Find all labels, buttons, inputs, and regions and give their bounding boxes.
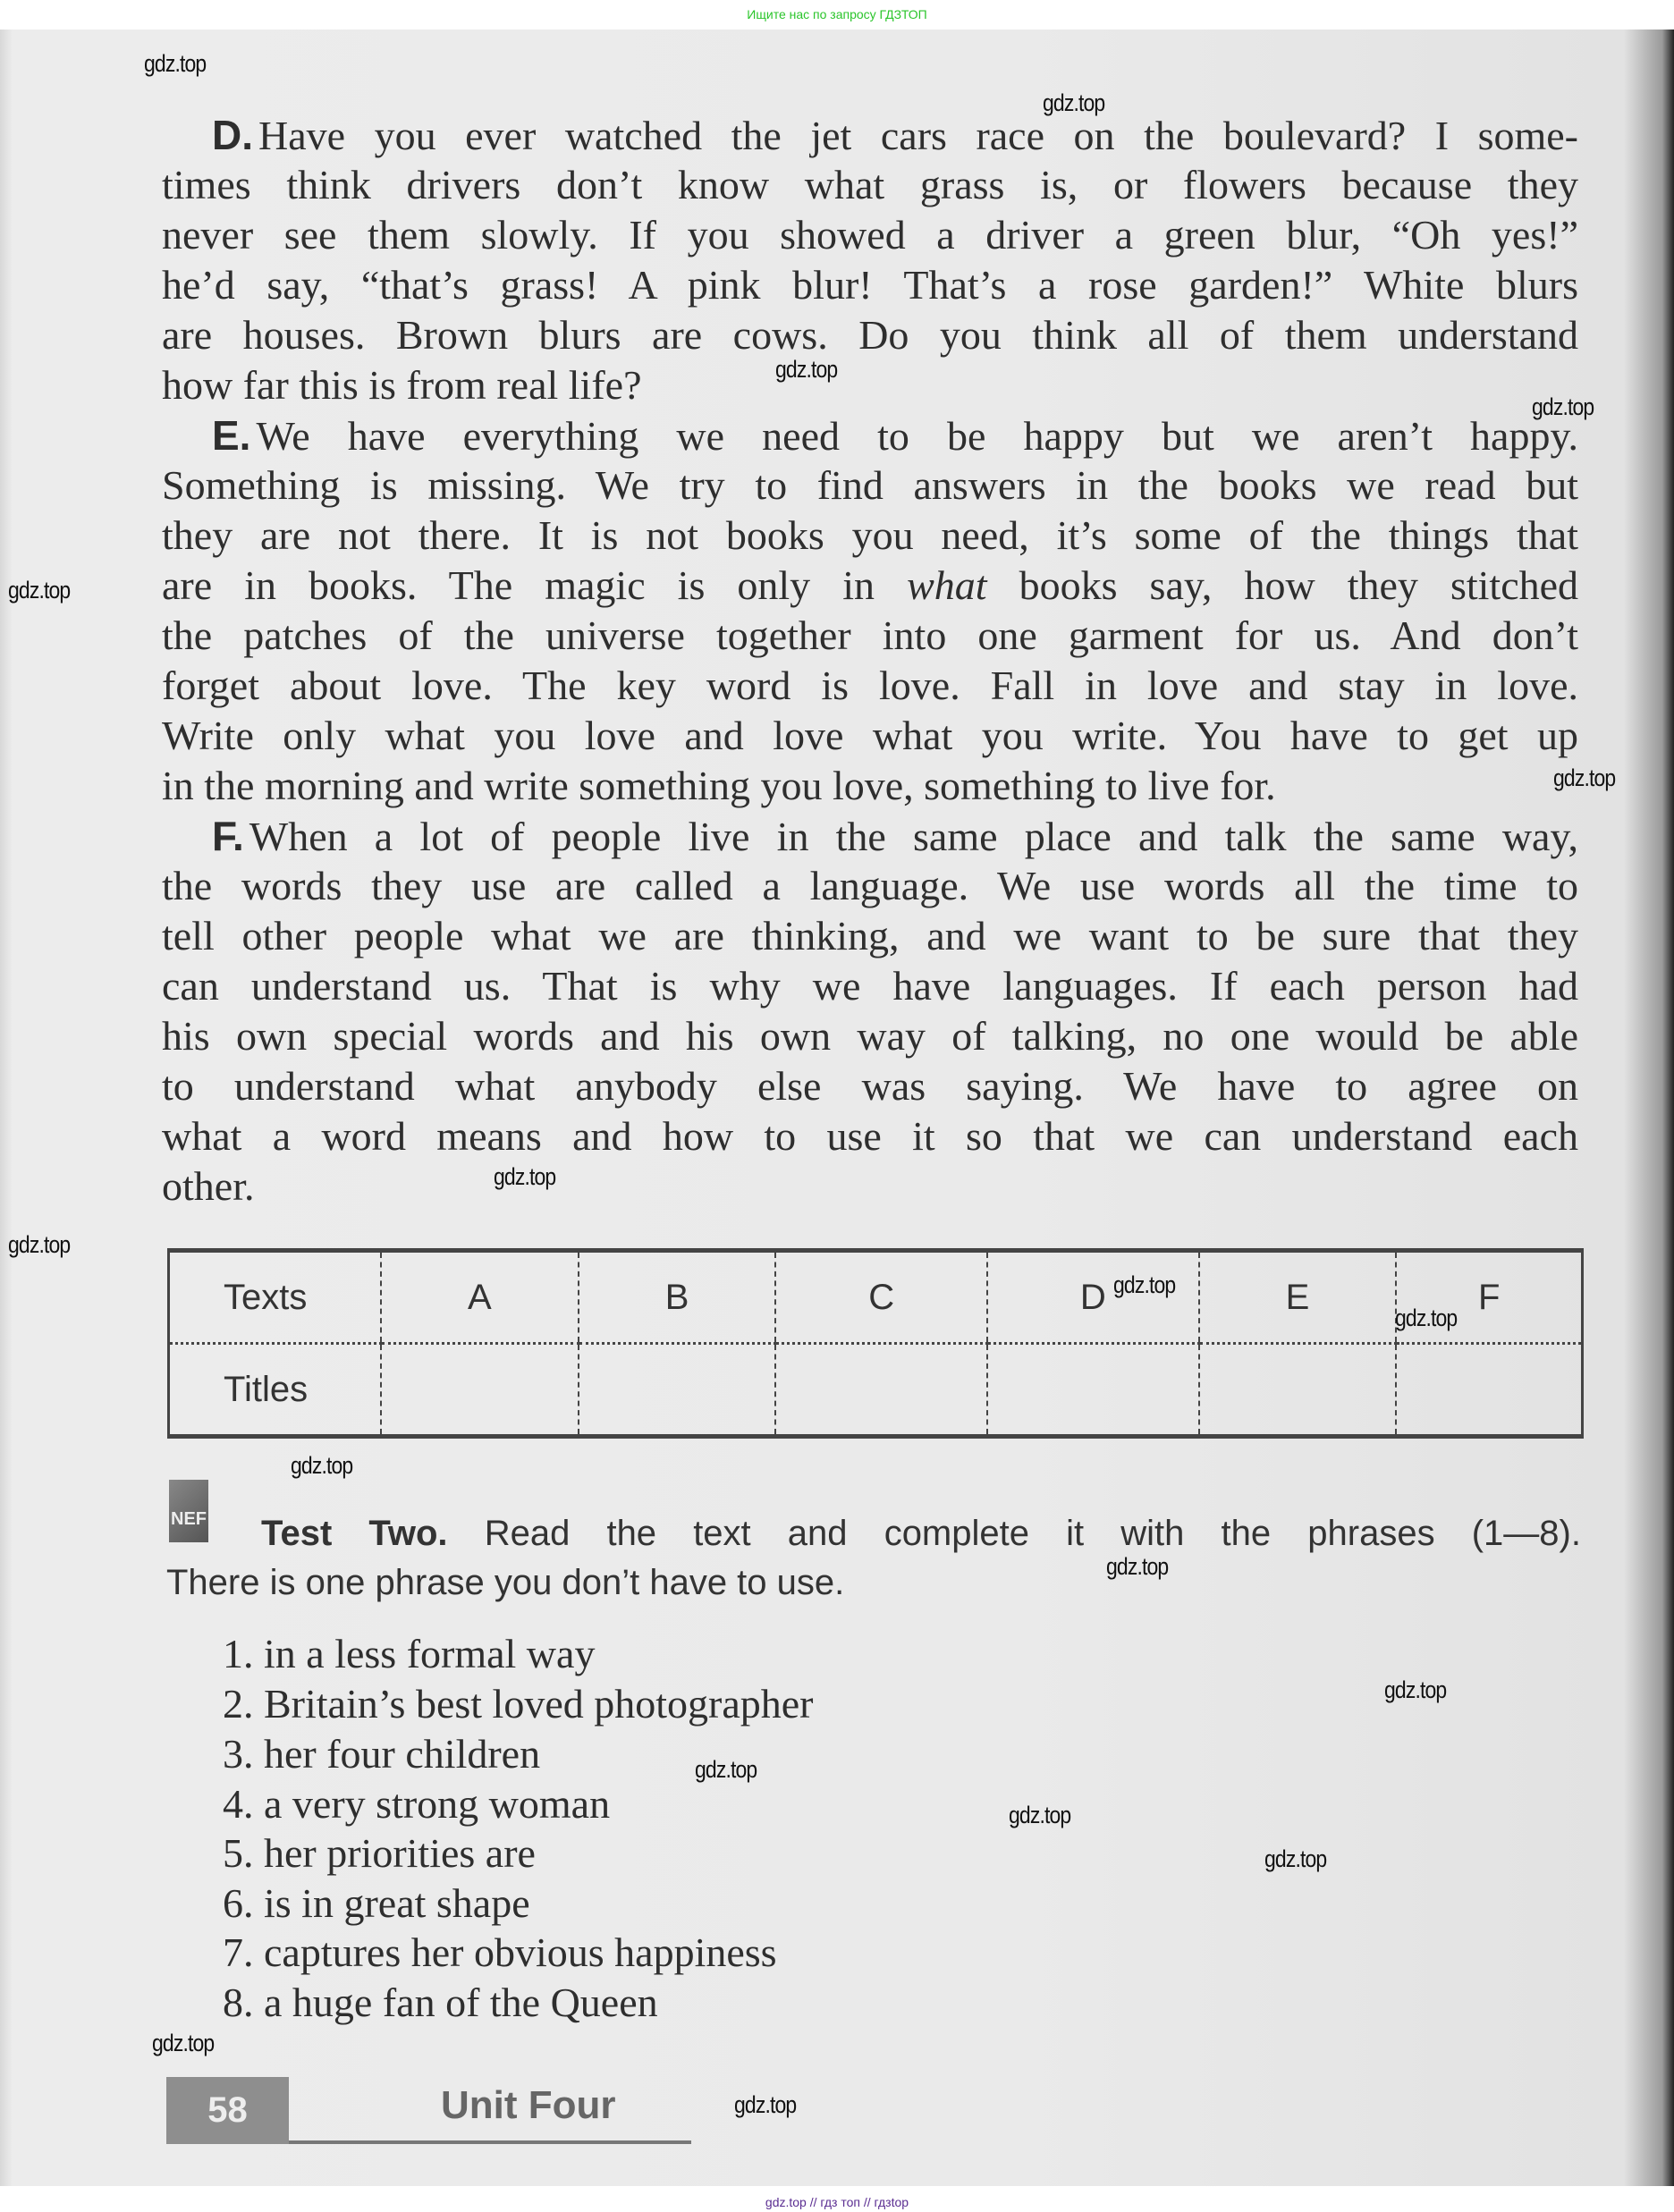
text-line: never see them slowly. If you showed a driver a green blur, “Oh yes!”	[162, 212, 1578, 258]
table-row-texts	[169, 1251, 1583, 1344]
phrase-item: 3. her four children	[223, 1731, 541, 1777]
answer-cell-d[interactable]	[987, 1344, 1199, 1437]
watermark: gdz.top	[144, 50, 207, 77]
emphasis-what: what	[907, 562, 987, 608]
row-header: Titles	[224, 1369, 309, 1409]
answer-cell-f[interactable]	[1396, 1344, 1582, 1437]
paragraph-label-f: F.	[212, 813, 244, 859]
text-line: to understand what anybody else was saying. We have to agree on	[162, 1063, 1578, 1109]
text-line: are houses. Brown blurs are cows. Do you think all of them understand	[162, 312, 1578, 358]
text-line: he’d say, “that’s grass! A pink blur! That’s a rose garden!” White blurs	[162, 262, 1578, 308]
watermark: gdz.top	[1395, 1304, 1458, 1331]
phrase-item: 1. in a less formal way	[223, 1631, 596, 1676]
watermark: gdz.top	[1553, 764, 1616, 791]
phrase-item: 6. is in great shape	[223, 1880, 530, 1926]
phrase-item: 8. a huge fan of the Queen	[223, 1980, 658, 2025]
column-header: A	[381, 1251, 579, 1344]
answer-cell-b[interactable]	[579, 1344, 776, 1437]
text-line: they are not there. It is not books you need, it’s some of the things that	[162, 512, 1578, 558]
answer-cell-c[interactable]	[775, 1344, 987, 1437]
column-header: E	[1199, 1251, 1397, 1344]
watermark: gdz.top	[1113, 1271, 1176, 1298]
watermark: gdz.top	[1043, 89, 1105, 116]
task-text: Read the text and complete it with the phrases (1—8).	[484, 1514, 1581, 1553]
watermark: gdz.top	[1532, 393, 1594, 420]
unit-title: Unit Four	[441, 2083, 616, 2127]
phrase-item: 2. Britain’s best loved photographer	[223, 1681, 814, 1727]
watermark: gdz.top	[1106, 1553, 1169, 1580]
text-line: Something is missing. We try to find answers in the books we read but	[162, 462, 1578, 508]
watermark: gdz.top	[734, 2091, 797, 2118]
answer-cell-a[interactable]	[381, 1344, 579, 1437]
text-line: times think drivers don’t know what grass is, or flowers because they	[162, 162, 1578, 207]
watermark: gdz.top	[1009, 1802, 1071, 1828]
answer-cell-e[interactable]	[1199, 1344, 1397, 1437]
row-header: Texts	[169, 1251, 382, 1344]
matching-table	[167, 1248, 1584, 1439]
text-line	[162, 811, 1578, 861]
watermark: gdz.top	[152, 2030, 215, 2056]
page-number: 58	[166, 2077, 289, 2144]
text-line: can understand us. That is why we have languages. If each person had	[162, 963, 1578, 1009]
line-text: When a lot of people live in the same place and talk the same way,	[249, 814, 1578, 859]
task-instruction-line2: There is one phrase you don’t have to use.	[166, 1563, 845, 1602]
line-text: are in books. The magic is only in	[162, 562, 875, 608]
task-instruction	[166, 1508, 1581, 1558]
column-header: D	[987, 1251, 1199, 1344]
watermark: gdz.top	[695, 1756, 757, 1783]
text-line: forget about love. The key word is love. Fall in love and stay in love.	[162, 663, 1578, 708]
text-line: what a word means and how to use it so that we can understand each	[162, 1113, 1578, 1159]
text-line: in the morning and write something you love, something to live for.	[162, 763, 1276, 808]
column-header: C	[775, 1251, 987, 1344]
text-line	[162, 410, 1578, 460]
watermark: gdz.top	[291, 1452, 353, 1479]
column-header: B	[579, 1251, 776, 1344]
text-line: his own special words and his own way of talking, no one would be able	[162, 1013, 1578, 1059]
column-header: F	[1396, 1251, 1582, 1344]
text-line: the words they use are called a language. We use words all the time to	[162, 863, 1578, 908]
text-line: the patches of the universe together into one garment for us. And don’t	[162, 612, 1578, 658]
watermark: gdz.top	[494, 1163, 556, 1190]
task-title: Test Two.	[261, 1514, 448, 1553]
text-line: Write only what you love and love what you write. You have to get up	[162, 713, 1578, 758]
text-line: other.	[162, 1163, 255, 1209]
watermark: gdz.top	[1264, 1845, 1327, 1872]
line-text: books say, how they stitched	[1019, 562, 1578, 608]
paragraph-label-d: D.	[212, 112, 253, 158]
watermark: gdz.top	[8, 1231, 71, 1258]
line-text: We have everything we need to be happy but we aren’t happy.	[256, 413, 1578, 459]
text-line: how far this is from real life?	[162, 362, 642, 408]
site-footer-links[interactable]: gdz.top // гдз топ // гдзtop	[765, 2195, 909, 2209]
nef-badge-icon: NEF	[169, 1480, 208, 1542]
phrase-item: 4. a very strong woman	[223, 1781, 611, 1827]
phrase-item: 5. her priorities are	[223, 1830, 536, 1876]
unit-underline	[289, 2140, 691, 2144]
line-text: Have you ever watched the jet cars race on the boulevard? I some-	[258, 113, 1578, 158]
search-hint: Ищите нас по запросу ГДЗТОП	[747, 7, 927, 21]
paragraph-label-e: E.	[212, 412, 251, 459]
watermark: gdz.top	[775, 356, 838, 383]
text-line	[162, 110, 1578, 160]
phrase-item: 7. captures her obvious happiness	[223, 1929, 777, 1975]
table-row-titles	[169, 1344, 1583, 1437]
text-line	[162, 561, 1578, 611]
text-line: tell other people what we are thinking, and we want to be sure that they	[162, 913, 1578, 958]
watermark: gdz.top	[8, 577, 71, 604]
watermark: gdz.top	[1384, 1676, 1447, 1703]
